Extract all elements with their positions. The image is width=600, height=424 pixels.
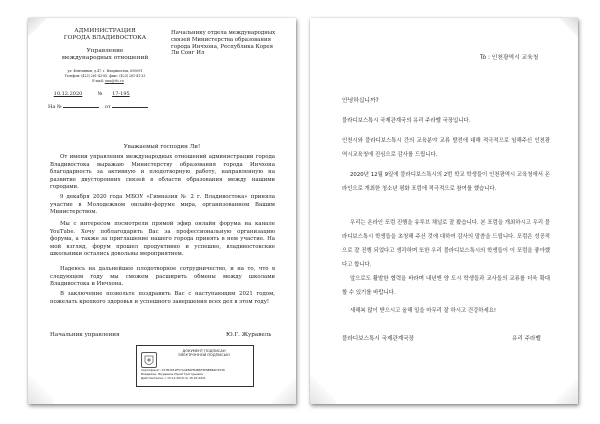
- page-curl-bottom-right: [554, 374, 578, 404]
- ko-paragraph-3: 2020년 12월 9일에 블라디보스톡시의 2번 학교 학생들이 인천광역시 교육청에서 온라인으로 개최한 청소년 평화 포럼에 적극적으로 참여를 했습니다.: [342, 172, 550, 192]
- ko-paragraph-2: 인천시와 블라디보스톡시 간의 교육분야 교류 발전에 대해 적극적으로 임해주신 인천광역시교육청에 진심으로 감사를 드립니다.: [342, 138, 550, 158]
- stamp-line1: ДОКУМЕНТ ПОДПИСАН: [182, 349, 226, 353]
- addressee-line2: связей Министерства образования: [171, 36, 271, 43]
- signature-title: Начальник управления: [50, 332, 120, 338]
- stamp-line2: ЭЛЕКТРОННОЙ ПОДПИСЬЮ: [178, 353, 230, 358]
- sender-org-line1: АДМИНИСТРАЦИЯ: [74, 28, 136, 34]
- page-curl-bottom-left: [310, 368, 336, 404]
- salutation: Уважаемый господин Ли!: [123, 144, 201, 150]
- ru-paragraph-1: От имени управления международных отношений администрации города Владивостока выражаю Министерству образования города Инчхона благодарность за активную и плодотворную работу, направленную на развитие двусторонних связей в области образования между нашими городами.: [50, 154, 275, 191]
- sender-address: ул. Фонтанная, д.47, г. Владивосток, 690091: [67, 69, 143, 73]
- page-curl-bottom-right: [272, 374, 296, 404]
- sender-dept-line1: Управление: [86, 48, 124, 54]
- stamp-title: [159, 349, 249, 358]
- page-curl-top-right: [558, 18, 578, 40]
- doc-date-row: [48, 91, 138, 97]
- ko-paragraph-1: 블라디보스톡시 국제관계국의 유리 주라벨 국장입니다.: [342, 118, 471, 124]
- signature-name: Ю.Г. Журавель: [226, 332, 272, 338]
- ko-paragraph-6: 새해복 많이 받으시고 올해 일을 마무리 잘 하시고 건강하세요!: [350, 308, 497, 314]
- recipient-line: To : 인천광역시 교육청: [480, 55, 539, 61]
- ref-label-number: На №: [48, 104, 62, 110]
- addressee-line3: города Инчхона, Республика Корея: [171, 43, 274, 50]
- coat-of-arms-icon: [141, 352, 157, 368]
- addressee-block: [171, 30, 275, 57]
- sender-org-line2: ГОРОДА ВЛАДИВОСТОКА: [63, 35, 147, 41]
- addressee-line1: Начальнику отдела международных: [171, 30, 276, 36]
- russian-letter-page: [28, 18, 296, 404]
- ko-signature-org: 블라디보스톡시 국제관계국장: [342, 336, 415, 342]
- ref-label-from: от: [104, 104, 111, 110]
- ru-paragraph-4: Надеюсь на дальнейшее плодотворное сотрудничество, и на то, что в следующем году мы сможем расширить обмены между школами Владивостока и Инчхона.: [50, 266, 275, 288]
- sender-phone: Телефон: (423) 261-43-85, факс: (423) 261-41-33: [64, 74, 146, 78]
- stamp-details: [141, 369, 225, 380]
- stamp-cert: Сертификат: 017B1619F57A41B0FB4B6F4E8EB46D7036: [141, 368, 225, 372]
- ru-paragraph-5: В заключение позвольте поздравить Вас с наступающим 2021 годом, пожелать крепкого здоровья и успешного завершения всех дел в этом году!: [50, 291, 275, 305]
- stamp-valid: Действителен: с 15.12.2019 по 15.03.2021: [141, 375, 206, 380]
- e-signature-stamp: [136, 345, 254, 387]
- stamp-owner: Владелец: Журавель Юрий Григорьевич: [141, 371, 204, 376]
- ko-paragraph-4: 우리는 온라인 포럼 진행을 유투브 채널로 잘 봤습니다. 본 포럼을 개최하시고 우리 블라디보스톡시 학생들을 초청해 주신 것에 대하여 감사의 말씀을 드립니다. 포럼은 성공적으로 잘 진행 되었다고 생각하며 또한 우리 블라디보스톡시의 학생들이 이 포럼을 좋아했다고 합니다.: [342, 220, 550, 268]
- doc-number: 17-195: [112, 91, 130, 97]
- page-curl-bottom-left: [28, 368, 54, 404]
- ru-paragraph-3: Мы с интересом посмотрели прямой эфир онлайн форума на канале YouTube. Хочу поблагодарить Вас за профессиональную организацию форума, а также за приглашение нашего города принять в нем участие. На мой взгляд, форум прошел продуктивно и успешно, владивостокские школьники остались довольны мероприятием.: [50, 221, 275, 258]
- page-curl-top-left: [28, 18, 48, 40]
- email-label: E-mail:: [92, 79, 104, 83]
- email-link[interactable]: ums@vlc.ru: [104, 79, 124, 83]
- ko-greeting: 안녕하십니까?: [342, 98, 379, 104]
- doc-number-label: №: [97, 91, 103, 97]
- addressee-line4: Ли Сонг Ил: [171, 50, 205, 57]
- korean-letter-page: [310, 18, 578, 404]
- ru-paragraph-2: 9 декабря 2020 года МБОУ «Гимназия № 2 г. Владивостока» приняла участие в Молодежном онлайн-форуме мира, организованном Вашим Министерством.: [50, 194, 275, 216]
- ref-row: [48, 104, 148, 110]
- ref-date-blank: [112, 107, 148, 108]
- sender-dept-line2: международных отношений: [61, 55, 149, 61]
- ref-number-blank: [63, 107, 99, 108]
- sender-email: [68, 79, 148, 83]
- ko-paragraph-5: 앞으로도 활발한 협력을 바라며 내년엔 양 도시 학생들과 교사들의 교류를 더욱 확대 할 수 있기를 바랍니다.: [342, 276, 550, 296]
- ko-signature-name: 유리 주라벨: [512, 336, 541, 342]
- doc-date: 10.12.2020: [53, 91, 83, 97]
